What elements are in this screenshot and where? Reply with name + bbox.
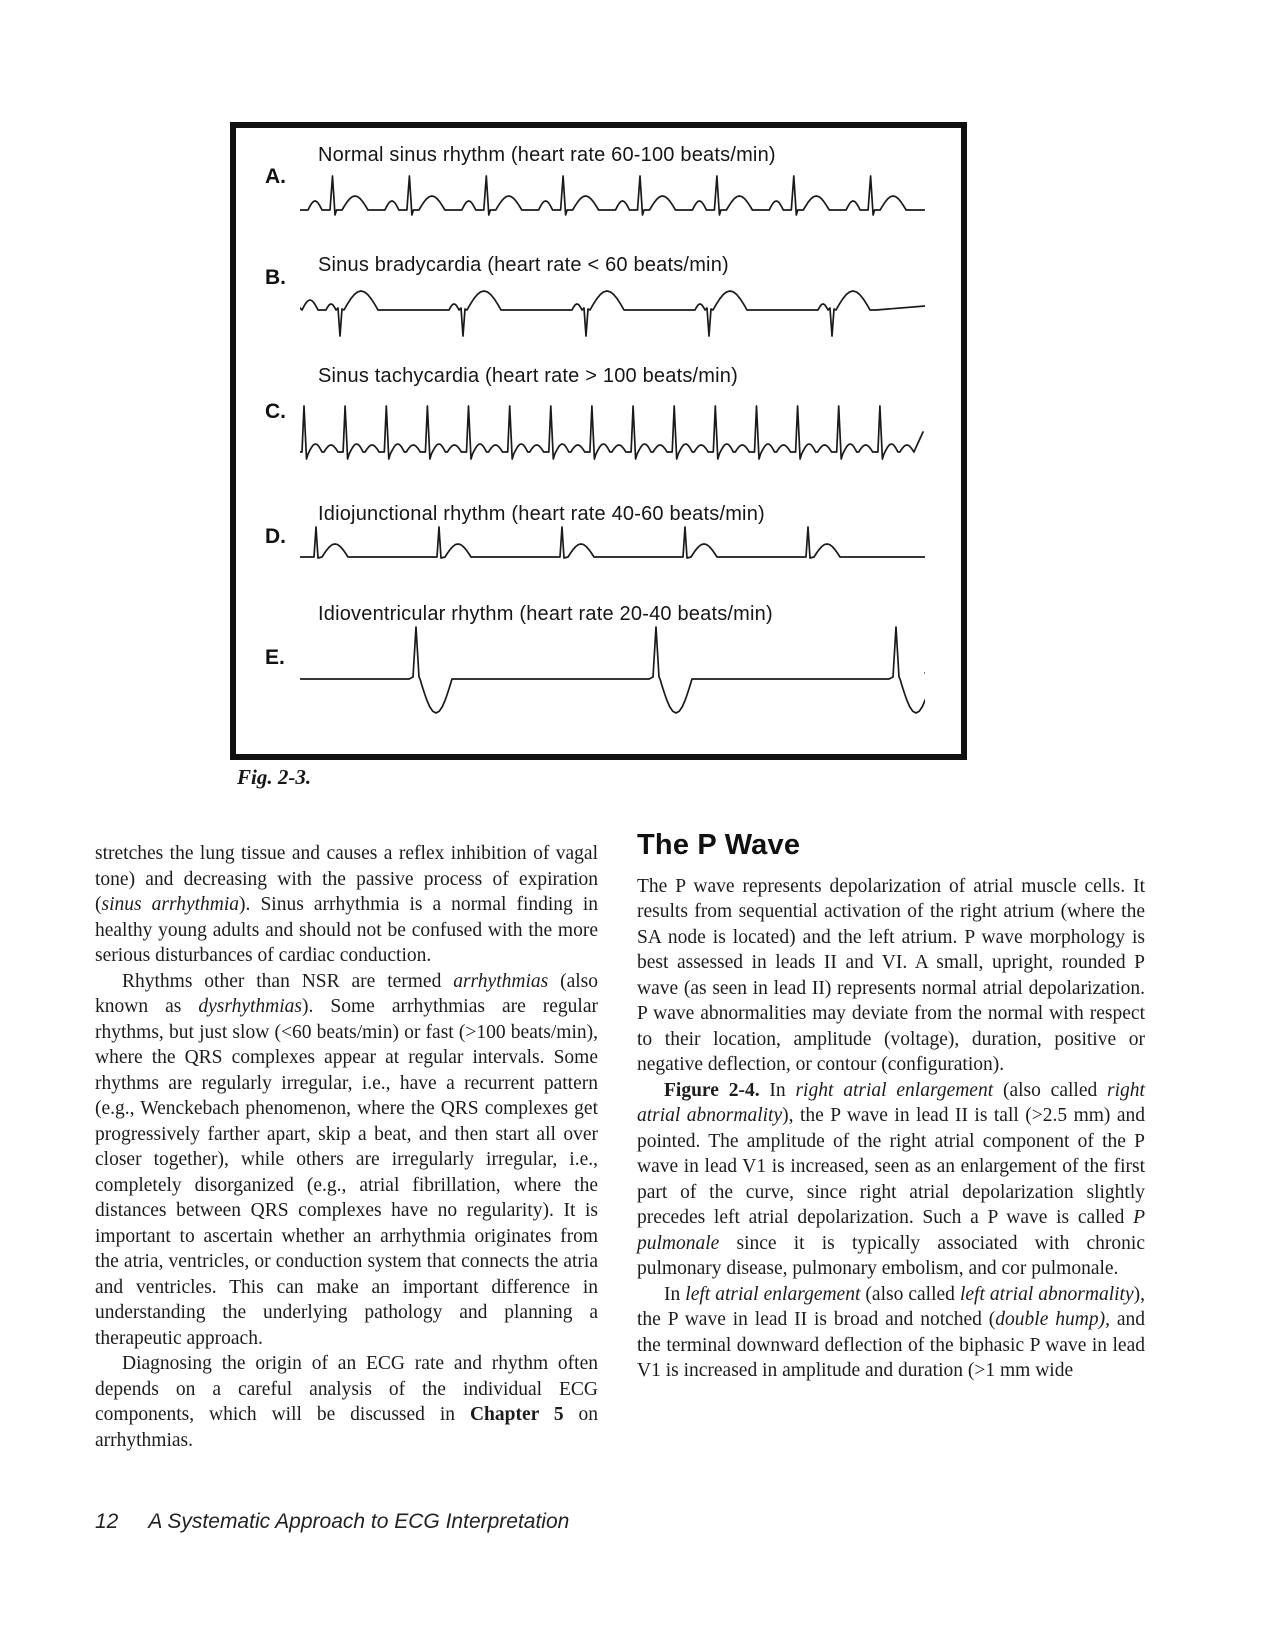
body-paragraph: Figure 2-4. In right atrial enlargement (also called right atrial abnormality), the P wave in lead II is tall (>2.5 mm) and pointed. The amplitude of the right atrial component of the P wave in lead V1 is increased, seen as an enlargement of the first part of the curve, since right atrial depolarization slightly precedes left atrial depolarization. Such a P wave is called P pulmonale since it is typically associated with chronic pulmonary disease, pulmonary embolism, and cor pulmonale. [637, 1079, 1146, 1279]
body-paragraph: In left atrial enlargement (also called left atrial abnormality), the P wave in lead II is broad and notched (double hump), and the terminal downward deflection of the biphasic P wave in lead V1 is increased in amplitude and duration (>1 mm wide [637, 1283, 1145, 1381]
strip-b-letter: B. [265, 266, 286, 289]
page-number: 12 [95, 1510, 119, 1533]
running-title: A Systematic Approach to ECG Interpretation [148, 1510, 570, 1533]
ecg-trace-normal-sinus [300, 174, 925, 232]
strip-c-letter: C. [265, 400, 286, 423]
strip-b-caption: Sinus bradycardia (heart rate < 60 beats/min) [318, 254, 729, 276]
body-paragraph: The P wave represents depolarization of atrial muscle cells. It results from sequential activation of the right atrium (where the SA node is located) and the left atrium. P wave morphology is best assessed in leads II and VI. A small, upright, rounded P wave (as seen in lead II) represents normal atrial depolarization. P wave abnormalities may deviate from the normal with respect to their location, amplitude (voltage), duration, positive or negative deflection, or contour (configuration). [637, 875, 1145, 1075]
strip-d-caption: Idiojunctional rhythm (heart rate 40-60 beats/min) [318, 503, 765, 525]
ecg-trace-idiojunctional [300, 521, 925, 579]
strip-e-letter: E. [265, 646, 285, 669]
ecg-trace-idioventricular [300, 621, 925, 717]
strip-a-caption: Normal sinus rhythm (heart rate 60-100 beats/min) [318, 144, 776, 166]
ecg-trace-sinus-tachycardia [300, 394, 925, 478]
figure-caption: Fig. 2-3. [237, 765, 312, 789]
body-paragraph: Diagnosing the origin of an ECG rate and rhythm often depends on a careful analysis of the individual ECG components, which will be discussed in Chapter 5 on arrhythmias. [95, 1353, 599, 1451]
strip-a-letter: A. [265, 165, 286, 188]
left-column [95, 841, 598, 1453]
page-footer [95, 1510, 569, 1534]
body-paragraph: stretches the lung tissue and causes a reflex inhibition of vagal tone) and decreasing with the passive process of expiration (sinus arrhythmia). Sinus arrhythmia is a normal finding in healthy young adults and should not be confused with the more serious disturbances of cardiac conduction. [95, 843, 598, 966]
figure-2-3-box [230, 122, 967, 760]
strip-d-letter: D. [265, 525, 286, 548]
section-heading: The P Wave [637, 829, 801, 861]
ecg-trace-sinus-bradycardia [300, 284, 925, 346]
strip-e-caption: Idioventricular rhythm (heart rate 20-40 beats/min) [318, 603, 773, 625]
body-paragraph: Rhythms other than NSR are termed arrhythmias (also known as dysrhythmias). Some arrhythmias are regular rhythms, but just slow (<60 beats/min) or fast (>100 beats/min), where the QRS complexes appear at regular intervals. Some rhythms are regularly irregular, i.e., have a recurrent pattern (e.g., Wenckebach phenomenon, where the QRS complexes get progressively farther apart, skip a beat, and then start all over closer together), while others are irregularly irregular, i.e., completely disorganized (e.g., atrial fibrillation, where the distances between QRS complexes have no regularity). It is important to ascertain whether an arrhythmia originates from the atria, ventricles, or conduction system that connects the atria and ventricles. This can make an important difference in understanding the underlying pathology and planning a therapeutic approach. [95, 970, 599, 1349]
right-column [637, 829, 1146, 1384]
strip-c-caption: Sinus tachycardia (heart rate > 100 beats/min) [318, 365, 738, 387]
